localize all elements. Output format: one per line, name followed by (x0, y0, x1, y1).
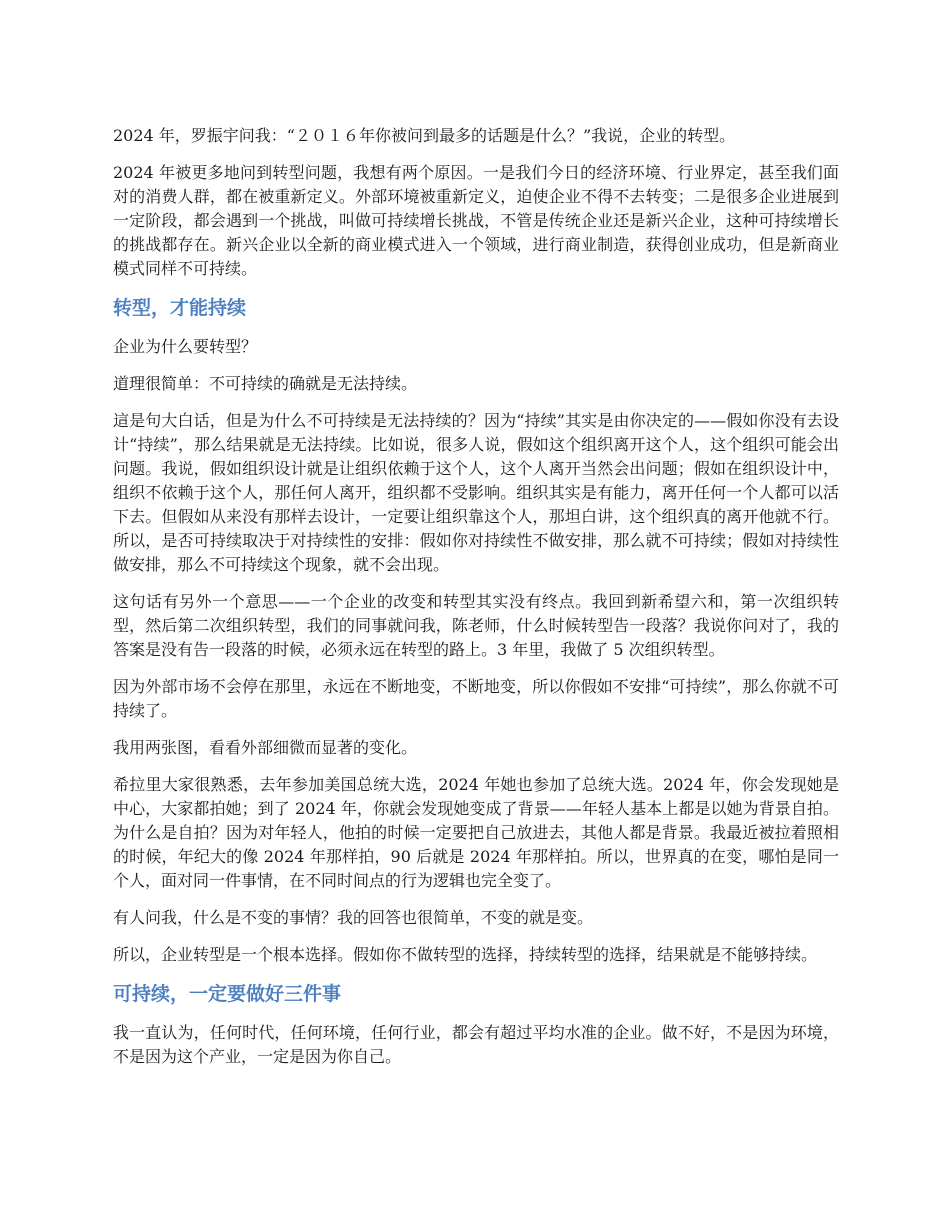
paragraph-above-average: 我一直认为，任何时代，任何环境，任何行业，都会有超过平均水准的企业。做不好，不是因为环境，不是因为这个产业，一定是因为你自己。 (113, 1023, 839, 1066)
paragraph-market-change: 因为外部市场不会停在那里，永远在不断地变，不断地变，所以你假如不安排“可持续”，那么你就不可持续了。 (113, 677, 839, 720)
paragraph-reasons: 2024 年被更多地问到转型问题，我想有两个原因。一是我们今日的经济环境、行业界定，甚至我们面对的消费人群，都在被重新定义。外部环境被重新定义，迫使企业不得不去转变；二是很多企业进展到一定阶段，都会遇到一个挑战，叫做可持续增长挑战，不管是传统企业还是新兴企业，这种可持续增长的挑战都存在。新兴企业以全新的商业模式进入一个领域，进行商业制造，获得创业成功，但是新商业模式同样不可持续。 (113, 163, 839, 278)
document-body (113, 124, 839, 1082)
paragraph-hillary: 希拉里大家很熟悉，去年参加美国总统大选，2024 年她也参加了总统大选。2024 年，你会发现她是中心，大家都拍她；到了 2024 年，你就会发现她变成了背景——年轻人基本上都是以她为背景自拍。为什么是自拍？因为对年轻人，他拍的时候一定要把自己放进去，其他人都是背景。我最近被拉着照相的时候，年纪大的像 2024 年那样拍，90 后就是 2024 年那样拍。所以，世界真的在变，哪怕是同一个人，面对同一件事情，在不同时间点的行为逻辑也完全变了。 (113, 775, 839, 890)
paragraph-no-endpoint: 这句话有另外一个意思——一个企业的改变和转型其实没有终点。我回到新希望六和，第一次组织转型，然后第二次组织转型，我们的同事就问我，陈老师，什么时候转型告一段落？我说你问对了，我的答案是没有告一段落的时候，必须永远在转型的路上。3 年里，我做了 5 次组织转型。 (113, 592, 839, 659)
paragraph-unchanged: 有人问我，什么是不变的事情？我的回答也很简单，不变的就是变。 (113, 908, 594, 927)
paragraph-intro: 2024 年，罗振宇问我：“２０１６年你被问到最多的话题是什么？”我说，企业的转型。 (113, 126, 736, 145)
paragraph-question: 企业为什么要转型？ (113, 337, 258, 356)
paragraph-simple-reason: 道理很简单：不可持续的确就是无法持续。 (113, 374, 418, 393)
paragraph-two-pictures: 我用两张图，看看外部细微而显著的变化。 (113, 738, 418, 757)
paragraph-fundamental-choice: 所以，企业转型是一个根本选择。假如你不做转型的选择，持续转型的选择，结果就是不能够持续。 (113, 945, 818, 964)
paragraph-sustainability-design: 這是句大白话，但是为什么不可持续是无法持续的？因为“持续”其实是由你决定的——假如你没有去设计“持续”，那么结果就是无法持续。比如说，很多人说，假如这个组织离开这个人，这个组织可能会出问题。我说，假如组织设计就是让组织依赖于这个人，这个人离开当然会出问题；假如在组织设计中，组织不依赖于这个人，那任何人离开，组织都不受影响。组织其实是有能力，离开任何一个人都可以活下去。但假如从来没有那样去设计，一定要让组织靠这个人，那坦白讲，这个组织真的离开他就不行。所以，是否可持续取决于对持续性的安排：假如你对持续性不做安排，那么就不可持续；假如对持续性做安排，那么不可持续这个现象，就不会出现。 (113, 411, 839, 574)
section-heading-three-things: 可持续，一定要做好三件事 (113, 983, 342, 1005)
section-heading-transform: 转型，才能持续 (113, 297, 247, 319)
